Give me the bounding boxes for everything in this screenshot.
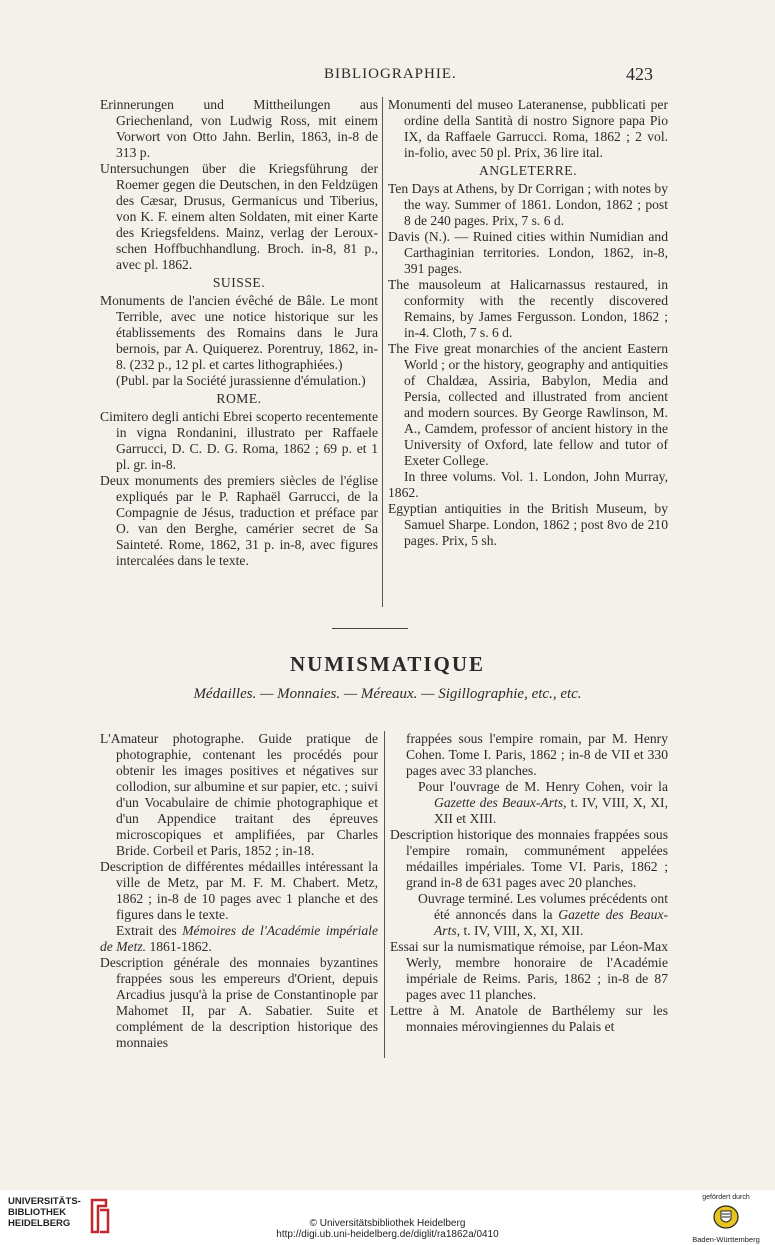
bibliography-entry: Erinnerungen und Mittheilungen aus Griechenland, von Ludwig Ross, mit einem Vorwort von Otto Jahn. Berlin, 1863, in-8 de 313 p.: [100, 97, 378, 160]
column-divider: [384, 731, 385, 1058]
country-heading-angleterre: ANGLETERRE.: [478, 163, 577, 178]
note-italic-title: Gazette des Beaux-Arts,: [434, 795, 567, 810]
viewer-footer: [0, 1190, 775, 1245]
right-column-bottom: [390, 731, 668, 1035]
library-name-line: UNIVERSITÄTS-: [8, 1196, 81, 1207]
country-heading-suisse: SUISSE.: [212, 275, 266, 290]
section-title: NUMISMATIQUE: [289, 652, 486, 676]
page-number: 423: [626, 64, 653, 84]
library-name-line: BIBLIOTHEK: [8, 1207, 67, 1218]
note-text: Pour l'ouvrage de M. Henry Cohen, voir la: [418, 779, 668, 794]
entry-note: [390, 891, 668, 939]
bibliography-entry: Monumenti del museo Lateranense, pubblicati per ordine della Santità di nostro Signore papa Pio IX, da Raffaele Garrucci. Roma, 1862 ; 2 vol. in-folio, avec 50 pl. Prix, 36 lire ital.: [388, 97, 668, 160]
bibliography-entry: Lettre à M. Anatole de Barthélemy sur les monnaies mérovingiennes du Palais et: [390, 1003, 668, 1034]
left-column-top: [100, 97, 378, 569]
bibliography-entry: The mausoleum at Halicarnassus restaured, in conformity with the recently discovered Remains, by James Fergusson. London, 1862 ; in-4. Cloth, 7 s. 6 d.: [388, 277, 668, 340]
bibliography-entry: Cimitero degli antichi Ebrei scoperto recentemente in vigna Rondanini, illustrato per Raffaele Garrucci, D. C. D. G. Roma, 1862 ; 69 p. et 1 pl. gr. in-8.: [100, 409, 378, 472]
bibliography-entry: Davis (N.). — Ruined cities within Numidian and Carthaginian territories. London, 1862, in-8, 391 pages.: [388, 229, 668, 276]
bibliography-entry: Untersuchungen über die Kriegsführung der Roemer gegen die Deutschen, in den Feldzügen des Cæsar, Drusus, Germanicus und Tiberius, von K. F. einem alten Soldaten, mit einer Karte des Kriegsfeldens. Mainz, verlag der Leroux-schen Hoffbuchhandlung. Broch. in-8, 81 p., avec pl. 1862.: [100, 161, 378, 272]
entry-note: [100, 923, 378, 955]
note-italic-title: Mémoires de l'Académie impériale de Metz.: [100, 923, 378, 954]
library-name-line: HEIDELBERG: [8, 1218, 71, 1229]
bibliography-entry: Description de différentes médailles intéressant la ville de Metz, par M. F. M. Chabert. Metz, 1862 ; in-8 de 10 pages avec 1 planche et des figures dans le texte.: [100, 859, 378, 922]
note-text: 1861-1862.: [146, 939, 212, 954]
note-text: t. IV, VIII, X, XI, XII.: [460, 923, 584, 938]
bibliography-entry: Description historique des monnaies frappées sous l'empire romain, communément appelées médailles impériales. Tome VI. Paris, 1862 ; grand in-8 de 631 pages avec 20 planches.: [390, 827, 668, 890]
bibliography-entry: The Five great monarchies of the ancient Eastern World ; or the history, geography and antiquities of Chaldæa, Assiria, Babylon, Media and Persia, collected and illustrated from ancient and modern sources. By George Rawlinson, M. A., Camdem, professor of ancient history in the University of Oxford, late fellow and tutor of Exeter College.: [388, 341, 668, 468]
running-header: [0, 66, 775, 90]
copyright-text: © Universitätsbibliothek Heidelberg: [309, 1218, 466, 1229]
running-title: BIBLIOGRAPHIE.: [324, 66, 457, 82]
column-divider: [382, 97, 383, 607]
copyright-notice: [0, 1218, 775, 1240]
entry-note: (Publ. par la Société jurassienne d'émulation.): [116, 373, 366, 388]
bibliography-entry: Description générale des monnaies byzantines frappées sous les empereurs d'Orient, depuis Arcadius jusqu'à la prise de Constantinople par Mahomet II, par A. Sabatier. Suite et complément de la description historique des monnaies: [100, 955, 378, 1050]
note-italic-title: Gazette des Beaux-Arts,: [434, 907, 669, 938]
funder-label: gefördert durch: [702, 1194, 750, 1201]
bibliography-entry: Deux monuments des premiers siècles de l'église expliqués par le P. Raphaël Garrucci, de la Compagnie de Jésus, traduction et préface par O. van den Berghe, camérier secret de Sa Sainteté. Rome, 1862, 31 p. in-8, avec figures intercalées dans le texte.: [100, 473, 378, 568]
note-text: Ouvrage terminé. Les volumes précédents ont été annoncés dans la: [418, 891, 668, 922]
bibliography-entry: Egyptian antiquities in the British Museum, by Samuel Sharpe. London, 1862 ; post 8vo de 210 pages. Prix, 5 sh.: [388, 501, 668, 548]
bibliography-entry: Ten Days at Athens, by Dr Corrigan ; with notes by the way. Summer of 1861. London, 1862 ; post 8 de 240 pages. Prix, 7 s. 6 d.: [388, 181, 668, 228]
bibliography-entry: L'Amateur photographe. Guide pratique de photographie, contenant les procédés pour obtenir les images positives et négatives sur collodion, sur albumine et sur papier, etc. ; suivi d'un Vocabulaire de chimie photographique et d'un Appendice traitant des épreuves microscopiques et amplifiées, par Charles Bride. Corbeil et Paris, 1852 ; in-18.: [100, 731, 378, 858]
section-subtitle: Médailles. — Monnaies. — Méreaux. — Sigillographie, etc., etc.: [193, 686, 582, 702]
entry-continuation: frappées sous l'empire romain, par M. Henry Cohen. Tome I. Paris, 1862 ; in-8 de VII et 330 pages avec 33 planches.: [406, 731, 668, 778]
left-column-bottom: [100, 731, 378, 1051]
country-heading-rome: ROME.: [216, 391, 262, 406]
funder-name: Baden-Württemberg: [692, 1235, 760, 1244]
crest-icon: [713, 1204, 739, 1230]
right-column-top: [388, 97, 668, 549]
bibliography-entry: Essai sur la numismatique rémoise, par Léon-Max Werly, membre honoraire de l'Académie impériale de Reims. Paris, 1862 ; in-8 de 87 pages avec 11 planches.: [390, 939, 668, 1002]
permalink-url[interactable]: http://digi.ub.uni-heidelberg.de/diglit/ra1862a/0410: [276, 1229, 499, 1240]
note-text: t. IV, VIII, X, XI, XII et XIII.: [434, 795, 668, 826]
funder-logo[interactable]: [686, 1194, 766, 1242]
section-rule: [332, 628, 408, 629]
note-text: Extrait des: [116, 923, 183, 938]
bibliography-entry: Monuments de l'ancien évêché de Bâle. Le mont Terrible, avec une notice historique sur les établissements des Romains dans le Jura bernois, par A. Quiquerez. Porentruy, 1862, in-8. (232 p., 12 pl. et cartes lithographiées.): [100, 293, 378, 372]
entry-note: In three volums. Vol. 1. London, John Murray, 1862.: [388, 469, 668, 500]
entry-note: [390, 779, 668, 827]
